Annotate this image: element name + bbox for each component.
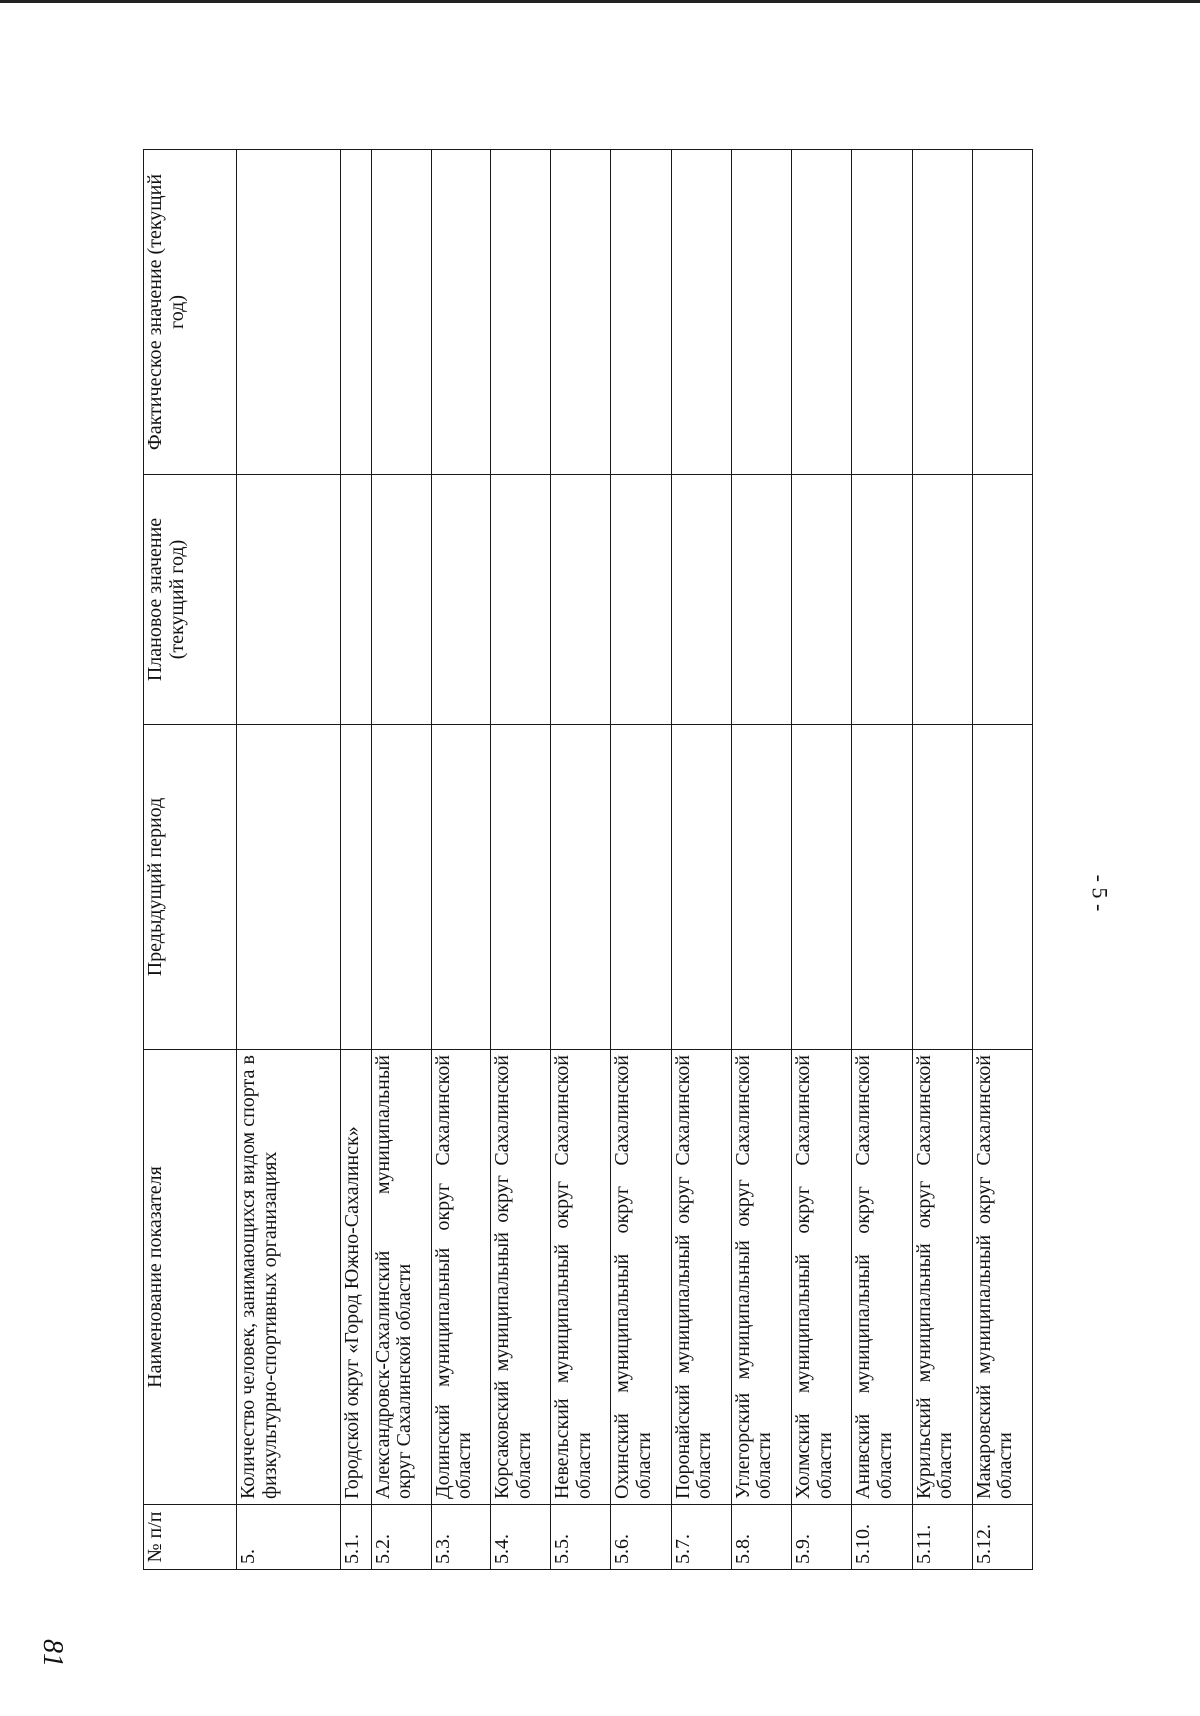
- row-number: 5.11.: [912, 1505, 972, 1570]
- row-indicator-name: Городской округ «Город Южно-Сахалинск»: [341, 1050, 372, 1505]
- row-previous-period: [972, 725, 1032, 1050]
- row-number: 5.4.: [491, 1505, 551, 1570]
- row-indicator-name: Корсаковский муниципальный округ Сахалинской области: [491, 1050, 551, 1505]
- row-plan-value: [852, 475, 912, 725]
- row-number: 5.2.: [371, 1505, 431, 1570]
- row-previous-period: [611, 725, 671, 1050]
- row-previous-period: [371, 725, 431, 1050]
- table-header-row: [144, 150, 237, 1570]
- row-indicator-name: Невельский муниципальный округ Сахалинской области: [551, 1050, 611, 1505]
- col-header-previous-period: Предыдущий период: [144, 725, 237, 1050]
- table-row: [341, 150, 372, 1570]
- row-fact-value: [341, 150, 372, 475]
- row-number: 5.3.: [431, 1505, 490, 1570]
- page-top-edge: [0, 0, 1200, 3]
- row-previous-period: [731, 725, 791, 1050]
- row-previous-period: [551, 725, 611, 1050]
- col-header-number: № п/п: [144, 1505, 237, 1570]
- row-previous-period: [431, 725, 490, 1050]
- row-plan-value: [671, 475, 731, 725]
- row-number: 5.8.: [731, 1505, 791, 1570]
- row-indicator-name: Углегорский муниципальный округ Сахалинской области: [731, 1050, 791, 1505]
- row-plan-value: [491, 475, 551, 725]
- page-number: - 5 -: [1087, 874, 1113, 912]
- row-number: 5.10.: [852, 1505, 912, 1570]
- row-fact-value: [611, 150, 671, 475]
- row-previous-period: [341, 725, 372, 1050]
- row-indicator-name: Количество человек, занимающихся видом спорта в физкультурно-спортивных организациях: [237, 1050, 341, 1505]
- col-header-fact-value: Фактическое значение (текущий год): [144, 150, 237, 475]
- row-plan-value: [912, 475, 972, 725]
- table-row: [551, 150, 611, 1570]
- row-indicator-name: Долинский муниципальный округ Сахалинской области: [431, 1050, 490, 1505]
- table-row: [371, 150, 431, 1570]
- row-indicator-name: Курильский муниципальный округ Сахалинской области: [912, 1050, 972, 1505]
- table-row: [912, 150, 972, 1570]
- row-fact-value: [237, 150, 341, 475]
- row-fact-value: [852, 150, 912, 475]
- row-number: 5.: [237, 1505, 341, 1570]
- row-number: 5.7.: [671, 1505, 731, 1570]
- row-fact-value: [792, 150, 852, 475]
- row-indicator-name: Макаровский муниципальный округ Сахалинской области: [972, 1050, 1032, 1505]
- row-indicator-name: Охинский муниципальный округ Сахалинской области: [611, 1050, 671, 1505]
- table-row: [671, 150, 731, 1570]
- col-header-name: Наименование показателя: [144, 1050, 237, 1505]
- row-plan-value: [431, 475, 490, 725]
- row-number: 5.9.: [792, 1505, 852, 1570]
- row-plan-value: [972, 475, 1032, 725]
- table-row: [237, 150, 341, 1570]
- row-previous-period: [237, 725, 341, 1050]
- row-fact-value: [671, 150, 731, 475]
- rotated-table-wrapper: [143, 150, 1033, 1570]
- table-row: [972, 150, 1032, 1570]
- row-plan-value: [371, 475, 431, 725]
- row-previous-period: [491, 725, 551, 1050]
- row-plan-value: [611, 475, 671, 725]
- row-fact-value: [551, 150, 611, 475]
- row-fact-value: [431, 150, 490, 475]
- row-indicator-name: Холмский муниципальный округ Сахалинской области: [792, 1050, 852, 1505]
- row-plan-value: [731, 475, 791, 725]
- table-body: [237, 150, 1033, 1570]
- row-fact-value: [491, 150, 551, 475]
- table-row: [611, 150, 671, 1570]
- row-fact-value: [731, 150, 791, 475]
- row-number: 5.6.: [611, 1505, 671, 1570]
- table-row: [792, 150, 852, 1570]
- row-previous-period: [671, 725, 731, 1050]
- row-previous-period: [792, 725, 852, 1050]
- row-fact-value: [371, 150, 431, 475]
- row-indicator-name: Анивский муниципальный округ Сахалинской области: [852, 1050, 912, 1505]
- table-row: [431, 150, 490, 1570]
- table-row: [731, 150, 791, 1570]
- row-plan-value: [551, 475, 611, 725]
- row-fact-value: [912, 150, 972, 475]
- row-indicator-name: Поронайский муниципальный округ Сахалинской области: [671, 1050, 731, 1505]
- row-previous-period: [912, 725, 972, 1050]
- row-previous-period: [852, 725, 912, 1050]
- row-indicator-name: Александровск-Сахалинский муниципальный округ Сахалинской области: [371, 1050, 431, 1505]
- row-number: 5.12.: [972, 1505, 1032, 1570]
- table-row: [491, 150, 551, 1570]
- row-fact-value: [972, 150, 1032, 475]
- handwritten-note: 81: [37, 1639, 68, 1667]
- row-plan-value: [792, 475, 852, 725]
- table-row: [852, 150, 912, 1570]
- row-plan-value: [237, 475, 341, 725]
- row-number: 5.1.: [341, 1505, 372, 1570]
- indicator-table: [143, 149, 1033, 1570]
- row-number: 5.5.: [551, 1505, 611, 1570]
- row-plan-value: [341, 475, 372, 725]
- col-header-plan-value: Плановое значение (текущий год): [144, 475, 237, 725]
